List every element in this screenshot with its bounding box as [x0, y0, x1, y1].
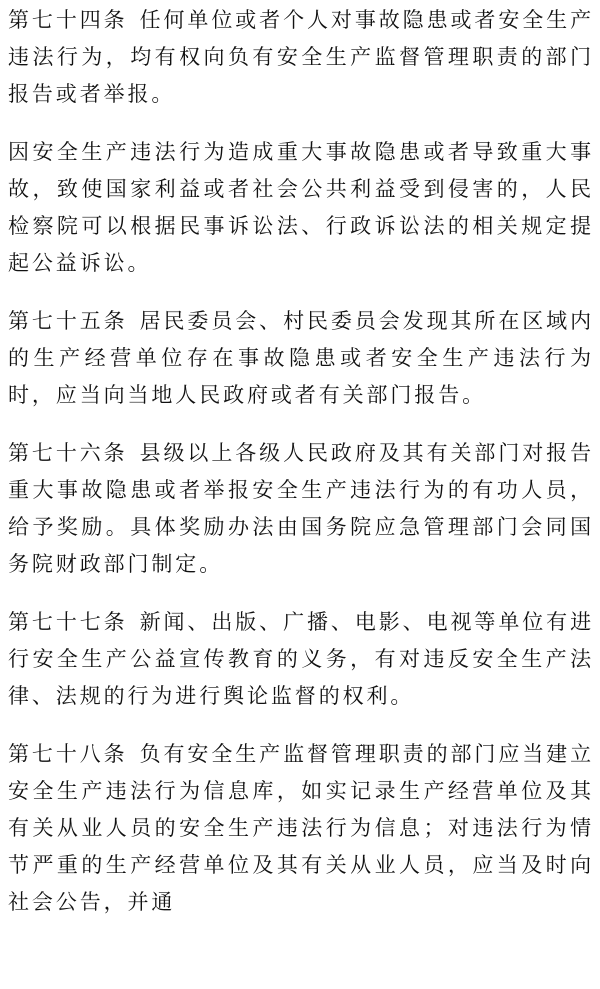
- article-text: 负有安全生产监督管理职责的部门应当建立安全生产违法行为信息库，如实记录生产经营单位及其有关从业人员的安全生产违法行为信息；对违法行为情节严重的生产经营单位及其有关从业人员，应当及时向社会公告，并通: [8, 742, 594, 914]
- article-text: 县级以上各级人民政府及其有关部门对报告重大事故隐患或者举报安全生产违法行为的有功人员，给予奖励。具体奖励办法由国务院应急管理部门会同国务院财政部门制定。: [8, 441, 594, 576]
- document-body: [8, 2, 594, 942]
- article-number: 第七十四条: [8, 8, 128, 32]
- article-text: 新闻、出版、广播、电影、电视等单位有进行安全生产公益宣传教育的义务，有对违反安全生产法律、法规的行为进行舆论监督的权利。: [8, 610, 594, 708]
- article-74-continuation-paragraph: [8, 134, 594, 282]
- article-text: 任何单位或者个人对事故隐患或者安全生产违法行为，均有权向负有安全生产监督管理职责的部门报告或者举报。: [8, 8, 594, 106]
- article-number: 第七十七条: [8, 610, 128, 634]
- article-78-paragraph: [8, 736, 594, 921]
- article-77-paragraph: [8, 604, 594, 715]
- article-76-paragraph: [8, 435, 594, 583]
- article-text: 居民委员会、村民委员会发现其所在区域内的生产经营单位存在事故隐患或者安全生产违法行为时，应当向当地人民政府或者有关部门报告。: [8, 309, 594, 407]
- article-75-paragraph: [8, 303, 594, 414]
- article-number: 第七十五条: [8, 309, 128, 333]
- article-74-paragraph: [8, 2, 594, 113]
- article-number: 第七十八条: [8, 742, 128, 766]
- article-text: 因安全生产违法行为造成重大事故隐患或者导致重大事故，致使国家利益或者社会公共利益受到侵害的，人民检察院可以根据民事诉讼法、行政诉讼法的相关规定提起公益诉讼。: [8, 140, 594, 275]
- article-number: 第七十六条: [8, 441, 128, 465]
